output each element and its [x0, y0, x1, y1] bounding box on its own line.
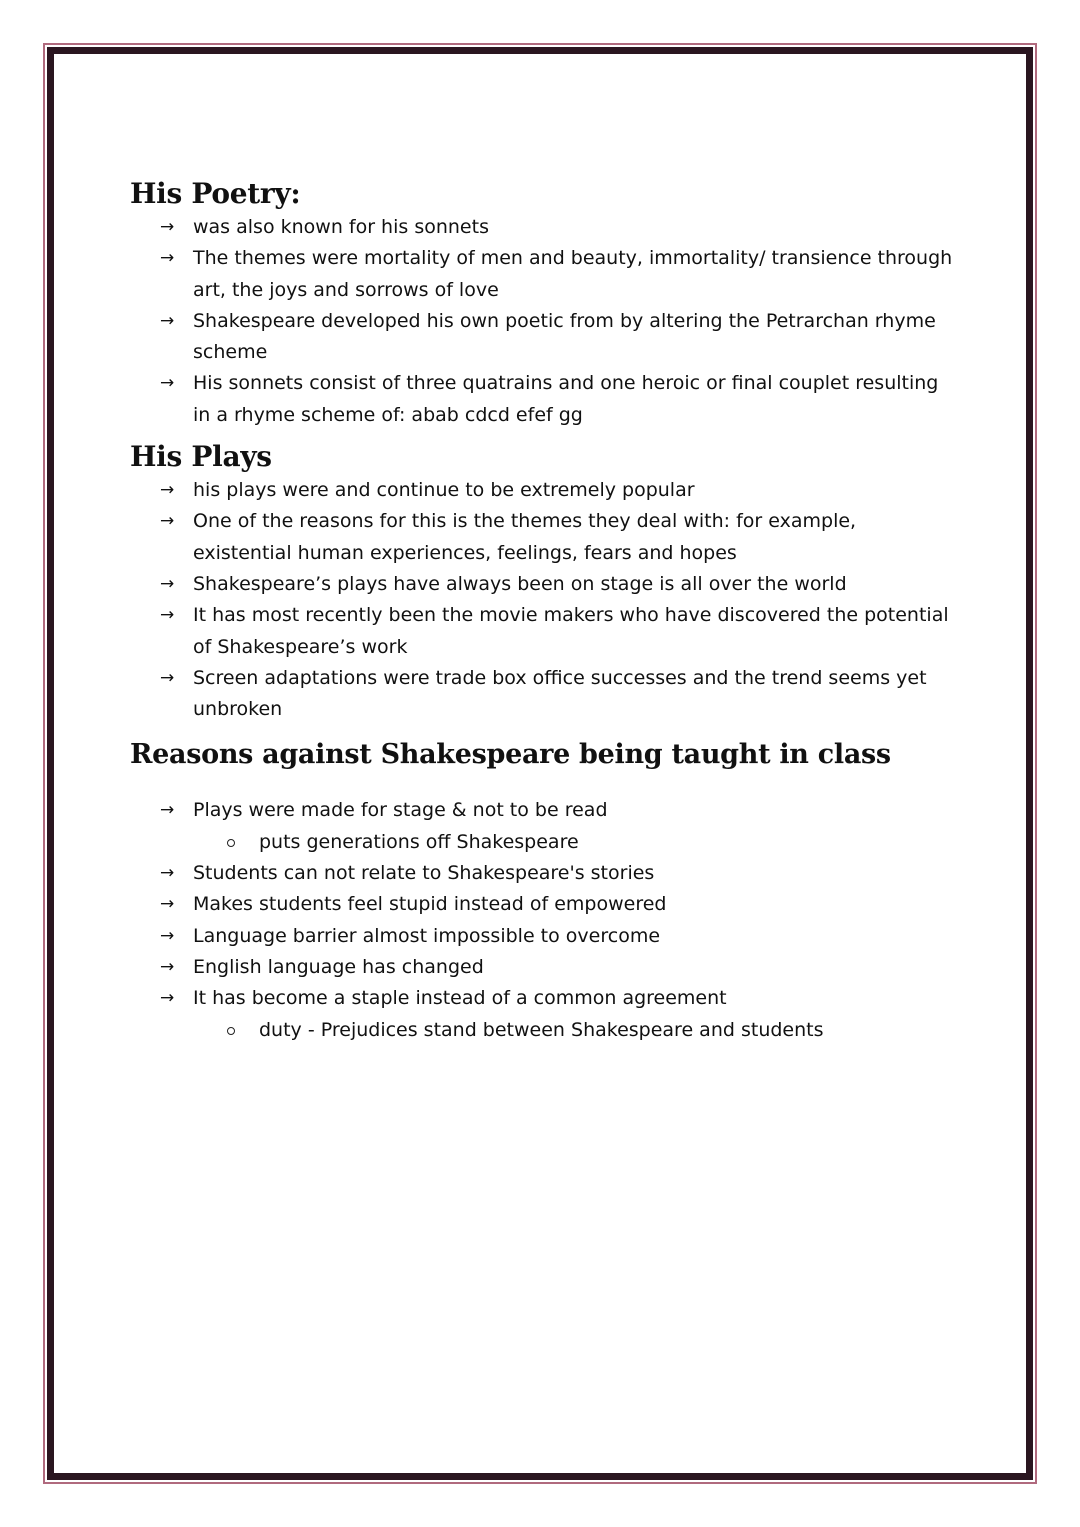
list-item-text: Plays were made for stage & not to be read [193, 799, 608, 822]
arrow-right-icon: → [160, 605, 175, 626]
spacer [130, 431, 960, 439]
poetry-list [130, 212, 960, 431]
sub-list-item-text: duty - Prejudices stand between Shakespeare and students [259, 1018, 824, 1041]
list-item-text: his plays were and continue to be extremely popular [193, 479, 695, 502]
list-item [130, 475, 960, 506]
plays-list [130, 475, 960, 725]
list-item-text: English language has changed [193, 955, 484, 978]
spacer [130, 725, 960, 737]
list-item-text: One of the reasons for this is the themes they deal with: for example, existential human experiences, feelings, fears and hopes [193, 510, 857, 564]
list-item [130, 663, 960, 726]
reasons-sublist [130, 827, 960, 858]
arrow-right-icon: → [160, 480, 175, 501]
list-item [130, 243, 960, 306]
arrow-right-icon: → [160, 894, 175, 915]
section-heading-poetry: His Poetry: [130, 177, 301, 210]
list-item-text: It has become a staple instead of a common agreement [193, 987, 727, 1010]
section-heading-plays: His Plays [130, 440, 272, 474]
list-item [130, 795, 960, 826]
spacer [130, 773, 960, 795]
list-item-text: The themes were mortality of men and beauty, immortality/ transience through art, the joys and sorrows of love [193, 247, 953, 301]
section-heading-reasons: Reasons against Shakespeare being taught in class [130, 739, 891, 771]
reasons-list [130, 858, 960, 1014]
sub-list-item-text: puts generations off Shakespeare [259, 830, 579, 853]
list-item [130, 889, 960, 920]
sub-list-item [130, 1015, 960, 1046]
list-item [130, 921, 960, 952]
list-item [130, 306, 960, 369]
document-content [130, 176, 960, 1046]
arrow-right-icon: → [160, 925, 175, 946]
list-item [130, 600, 960, 663]
list-item-text: Makes students feel stupid instead of empowered [193, 893, 667, 916]
list-item [130, 858, 960, 889]
arrow-right-icon: → [160, 217, 175, 237]
arrow-right-icon: → [160, 511, 175, 532]
arrow-right-icon: → [160, 573, 175, 594]
list-item-text: Students can not relate to Shakespeare's stories [193, 862, 655, 885]
list-item [130, 368, 960, 431]
list-item [130, 952, 960, 983]
arrow-right-icon: → [160, 667, 175, 688]
list-item [130, 506, 960, 569]
list-item [130, 983, 960, 1014]
circle-icon [227, 1027, 235, 1035]
arrow-right-icon: → [160, 956, 175, 977]
arrow-right-icon: → [160, 863, 175, 884]
list-item-text: Language barrier almost impossible to overcome [193, 924, 661, 947]
list-item-text: Screen adaptations were trade box office successes and the trend seems yet unbroken [193, 666, 927, 721]
list-item [130, 569, 960, 600]
arrow-right-icon: → [160, 800, 175, 821]
arrow-right-icon: → [160, 373, 175, 394]
arrow-right-icon: → [160, 248, 175, 269]
list-item-text: His sonnets consist of three quatrains and one heroic or final couplet resulting in a rhyme scheme of: abab cdcd efef gg [193, 372, 939, 426]
sub-list-item [130, 827, 960, 858]
list-item-text: It has most recently been the movie makers who have discovered the potential of Shakespeare’s work [193, 604, 949, 658]
circle-icon [227, 839, 235, 847]
arrow-right-icon: → [160, 988, 175, 1009]
arrow-right-icon: → [160, 310, 175, 331]
list-item-text: Shakespeare developed his own poetic from by altering the Petrarchan rhyme scheme [193, 309, 936, 364]
reasons-list [130, 795, 960, 826]
list-item-text: Shakespeare’s plays have always been on stage is all over the world [193, 572, 847, 595]
reasons-sublist [130, 1015, 960, 1046]
list-item [130, 212, 960, 243]
list-item-text: was also known for his sonnets [193, 216, 489, 238]
